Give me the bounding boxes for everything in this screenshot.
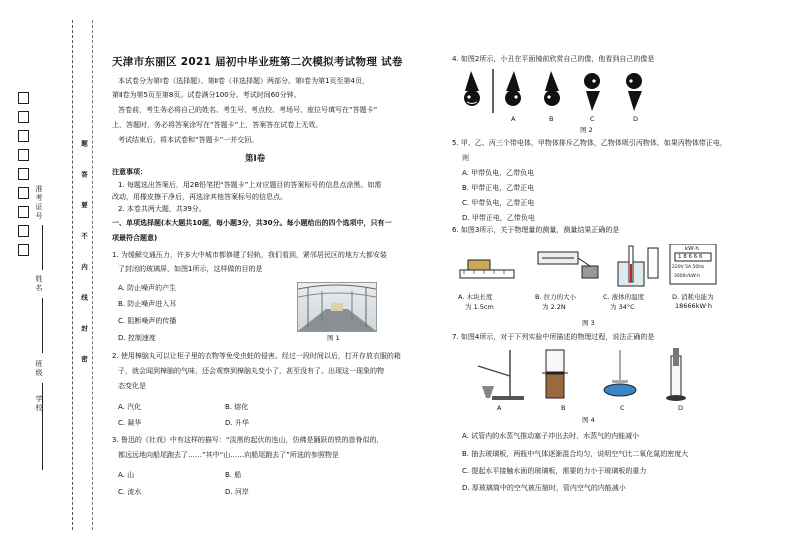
- q4-label-b: B: [549, 115, 554, 123]
- q7-figure-experiments: [470, 346, 700, 402]
- q5-option-b: B. 甲带正电，乙带正电: [462, 184, 535, 192]
- q6-caption-b-1: B. 拉力的大小: [535, 293, 577, 301]
- q3-stem-1: 3. 鲁迅的《社戏》中有这样的描写：“淡黑的起伏的连山，仿佛是踊跃的铁的兽脊似的，: [112, 436, 384, 444]
- q6-meter-spec-2: 3000r/kW·h: [674, 274, 701, 279]
- q1-option-c: C. 阻断噪声的传播: [118, 317, 177, 325]
- q6-meter-digits: 1 8 6 6 6: [678, 254, 703, 260]
- name-label: 姓名: [35, 275, 43, 293]
- q2-option-c: C. 凝华: [118, 419, 142, 427]
- exam-title: 天津市东丽区 2021 届初中毕业班第二次模拟考试物理 试卷: [112, 56, 403, 68]
- q6-caption-d-1: D. 消耗电能为: [672, 293, 714, 301]
- q6-meter-spec-1: 220V 5A 50Hz: [672, 265, 704, 270]
- q4-label-c: C: [590, 115, 595, 123]
- q3-option-b: B. 船: [225, 471, 242, 479]
- q5-stem-1: 5. 甲、乙、丙三个带电体，甲物体排斥乙物体，乙物体吸引丙物体，如果丙物体带正电，: [452, 139, 727, 147]
- note-2: 2. 本卷共两大题，共39分。: [118, 205, 206, 213]
- section-heading: 第Ⅰ卷: [245, 154, 266, 164]
- q6-meter-unit: kW·h: [685, 246, 699, 252]
- seal-line-text: 题 答 要 不 内 线 封 密: [80, 140, 88, 373]
- exam-number-line: [42, 225, 43, 270]
- instructions-line-4: 上，答题时，务必将答案涂写在“答题卡”上，答案答在试卷上无效。: [112, 121, 323, 129]
- q6-caption-a-1: A. 木块长度: [458, 293, 493, 301]
- q2-option-d: D. 升华: [225, 419, 249, 427]
- instructions-line-3: 答卷前，考生务必将自己的姓名、考生号、考点校、考场号、座位号填写在“答题卡”: [118, 106, 378, 114]
- notes-title: 注意事项：: [112, 168, 147, 176]
- q1-figure-light-rail-barrier: [297, 282, 377, 332]
- q3-option-c: C. 流水: [118, 488, 142, 496]
- q6-caption-d-2: 18666kW·h: [675, 302, 713, 310]
- note-1b: 改动，用橡皮擦干净后，再选涂其他答案标号的信息点。: [112, 193, 287, 201]
- q7-option-a: A. 试管内的水蒸气推动塞子冲出去时，水蒸气的内能减小: [462, 432, 640, 440]
- part-1-heading-b: 项最符合题意): [112, 234, 158, 242]
- q3-option-d: D. 河岸: [225, 488, 249, 496]
- q2-option-b: B. 熔化: [225, 403, 249, 411]
- part-1-heading-a: 一、单项选择题(本大题共10题，每小题3分，共30分。每小题给出的四个选项中，只有一: [112, 219, 392, 227]
- q6-stem: 6. 如图3所示，关于物理量的测量，测量结果正确的是: [452, 226, 620, 234]
- q2-stem-1: 2. 使用樟脑丸可以让柜子里的衣物等免受虫蛀的侵害。经过一段时间以后，打开存放衣服的箱: [112, 352, 401, 360]
- exam-number-boxes: [18, 90, 30, 261]
- q5-option-d: D. 甲带正电，乙带负电: [462, 214, 535, 222]
- seal-dashed-line: [72, 20, 73, 530]
- q7-option-b: B. 抽去玻璃板，两瓶中气体逐渐混合均匀，说明空气比二氧化氮的密度大: [462, 450, 689, 458]
- q4-stem: 4. 如图2所示，小丑在平面镜前欣赏自己的像，他看到自己的像是: [452, 55, 655, 63]
- q7-option-d: D. 厚玻璃筒中的空气被压缩时，管内空气的内能减小: [462, 484, 626, 492]
- q7-label-b: B: [561, 404, 566, 412]
- q3-option-a: A. 山: [118, 471, 135, 479]
- q2-stem-2: 子，就会闻到樟脑的气味，还会观察到樟脑丸变小了，甚至没有了。出现这一现象的物: [118, 367, 384, 375]
- q1-stem-2: 了封闭的玻璃屏，如图1所示，这样做的目的是: [118, 265, 263, 273]
- q6-figure-caption: 图 3: [582, 319, 595, 327]
- q6-caption-a-2: 为 1.5cm: [465, 303, 494, 311]
- instructions-line-2: 第Ⅱ卷为第5页至第8页。试卷满分100分。考试时间60分钟。: [112, 91, 301, 99]
- q1-option-a: A. 防止噪声的产生: [118, 284, 177, 292]
- instructions-line-5: 考试结束后，将本试卷和“答题卡”一并交回。: [118, 136, 259, 144]
- q6-caption-c-2: 为 34°C: [610, 303, 635, 311]
- q2-stem-3: 态变化是: [118, 382, 146, 390]
- q1-option-b: B. 防止噪声进入耳: [118, 300, 177, 308]
- q7-label-a: A: [497, 404, 502, 412]
- seal-dashed-line-2: [92, 20, 93, 530]
- q7-label-c: C: [620, 404, 625, 412]
- instructions-line-1: 本试卷分为第Ⅰ卷（选择题）、第Ⅱ卷（非选择题）两部分。第Ⅰ卷为第1页至第4页，: [118, 77, 369, 85]
- school-label: 学校: [35, 395, 43, 413]
- name-line: [42, 298, 43, 353]
- q1-figure-caption: 图 1: [327, 334, 340, 342]
- q5-option-a: A. 甲带负电，乙带负电: [462, 169, 535, 177]
- school-line: [42, 420, 43, 470]
- q4-figure-clown-mirror: [463, 69, 663, 113]
- q7-option-c: C. 提起水平接触水面的玻璃板，需要的力小于玻璃板的重力: [462, 467, 647, 475]
- note-1a: 1. 每题选出答案后，用2B铅笔把“答题卡”上对应题目的答案标号的信息点涂黑。如需: [118, 181, 382, 189]
- q3-stem-2: 都远远地向船尾跑去了……”其中“山……向船尾跑去了”所选的参照物是: [118, 451, 339, 459]
- class-label: 班级: [35, 360, 43, 378]
- q6-caption-b-2: 为 2.2N: [542, 303, 566, 311]
- q6-caption-c-1: C. 液体的温度: [603, 293, 645, 301]
- q5-stem-2: 则: [462, 154, 469, 162]
- q5-option-c: C. 甲带负电，乙带正电: [462, 199, 535, 207]
- q4-figure-caption: 图 2: [580, 126, 593, 134]
- q1-option-d: D. 控制速度: [118, 334, 156, 342]
- q7-figure-caption: 图 4: [582, 416, 595, 424]
- q2-option-a: A. 汽化: [118, 403, 142, 411]
- exam-number-label: 准考证号: [35, 185, 43, 221]
- q1-stem-1: 1. 为缓解交通压力，许多大中城市都修建了轻轨，我们看到，紧邻居民区的地方大都安装: [112, 251, 387, 259]
- q7-label-d: D: [678, 404, 684, 412]
- q7-stem: 7. 如图4所示，对于下列实验中所描述的物理过程，说法正确的是: [452, 333, 655, 341]
- q4-label-a: A: [511, 115, 516, 123]
- binding-strip: [0, 0, 100, 547]
- q4-label-d: D: [633, 115, 639, 123]
